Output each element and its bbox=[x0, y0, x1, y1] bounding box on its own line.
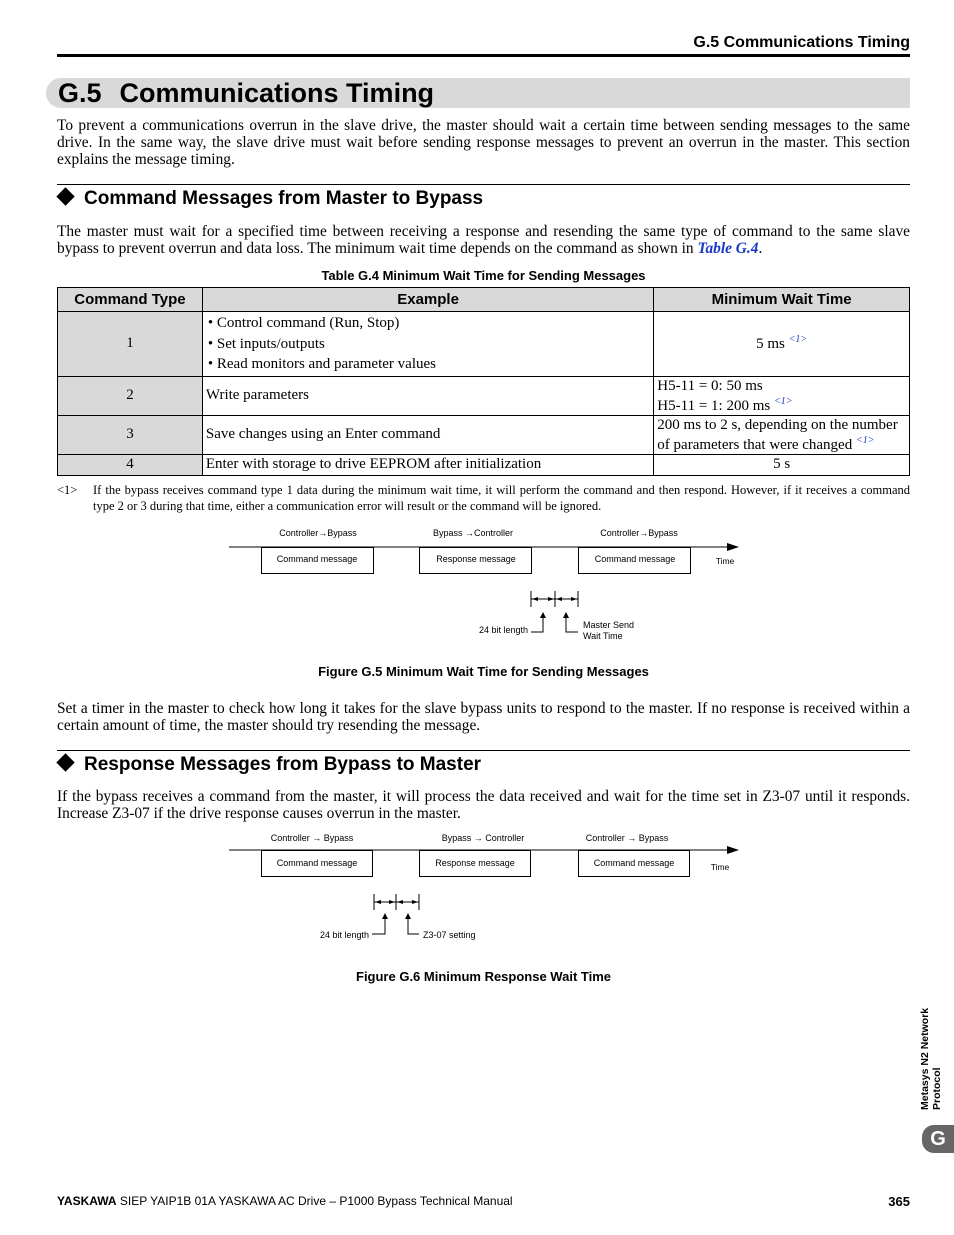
fig6-z307-label: Z3-07 setting bbox=[423, 930, 476, 940]
min-wait-value: 200 ms to 2 s, depending on the number bbox=[657, 416, 898, 433]
table-row bbox=[58, 415, 910, 454]
fig5-up-arrow-icon bbox=[563, 612, 569, 618]
page-title bbox=[58, 78, 434, 109]
table-row bbox=[58, 312, 910, 377]
section1-after-paragraph: Set a timer in the master to check how long it takes for the slave bypass units to respond to the master. If no response is received within a certain amount of time, the master should try resending the message. bbox=[57, 700, 910, 734]
fig5-box-label-2: Response message bbox=[436, 554, 516, 564]
example-cell: Save changes using an Enter command bbox=[202, 415, 653, 454]
footnote-ref[interactable]: <1> bbox=[773, 395, 793, 407]
title-number: G.5 bbox=[58, 78, 102, 108]
command-type-cell: 1 bbox=[58, 312, 203, 377]
section1-para-text: The master must wait for a specified time between receiving a response and resending the same type of command to the same slave bypass to prevent overrun and data loss. The minimum wait time depends on the command as shown in bbox=[57, 223, 910, 257]
table-footnote bbox=[57, 482, 910, 516]
section2-heading-text: Response Messages from Bypass to Master bbox=[84, 754, 482, 775]
section1-heading bbox=[57, 188, 483, 210]
col-header-command-type: Command Type bbox=[58, 288, 203, 312]
fig5-master-send-label: Master Send bbox=[583, 620, 635, 630]
fig6-dim-arrow-icon bbox=[397, 900, 403, 904]
fig6-box-label-2: Response message bbox=[435, 858, 515, 868]
min-wait-cell bbox=[654, 312, 910, 377]
diamond-bullet-icon bbox=[56, 753, 74, 771]
min-wait-cell: 5 s bbox=[654, 454, 910, 475]
table-row bbox=[58, 454, 910, 475]
fig5-label-controller-bypass-2: Controller→Bypass bbox=[600, 528, 678, 538]
section1-para-end: . bbox=[758, 240, 763, 257]
min-wait-value: H5-11 = 1: 200 ms bbox=[657, 397, 771, 414]
fig5-bit-length-label: 24 bit length bbox=[478, 625, 528, 635]
fig6-dim-arrow-icon bbox=[389, 900, 395, 904]
running-header: G.5 Communications Timing bbox=[693, 34, 910, 51]
min-wait-value: 5 ms bbox=[756, 336, 785, 353]
section1-rule bbox=[57, 184, 910, 185]
footnote-ref[interactable]: <1> bbox=[788, 334, 808, 346]
diamond-bullet-icon bbox=[56, 187, 74, 205]
title-text: Communications Timing bbox=[119, 78, 435, 108]
table-caption: Table G.4 Minimum Wait Time for Sending Messages bbox=[321, 268, 646, 283]
fig5-bit-leader bbox=[531, 616, 543, 632]
side-tab-line1: Metasys N2 Network bbox=[919, 1007, 931, 1110]
example-cell: Write parameters bbox=[202, 376, 653, 415]
fig5-label-controller-bypass: Controller→Bypass bbox=[279, 528, 357, 538]
intro-paragraph: To prevent a communications overrun in the slave drive, the master should wait a certain time between sending messages to the same drive. In the same way, the slave drive must wait before sending response messages to prevent an overrun in the master. This section explains the message timing. bbox=[57, 117, 910, 168]
fig6-label-bypass-controller: Bypass → Controller bbox=[441, 833, 525, 843]
section2-heading bbox=[57, 754, 481, 776]
fig6-up-arrow-icon bbox=[405, 913, 411, 919]
header-rule bbox=[57, 54, 910, 57]
fig6-setting-leader bbox=[408, 917, 419, 934]
fig6-label-controller-bypass-2: Controller → Bypass bbox=[585, 833, 669, 843]
table-row bbox=[58, 376, 910, 415]
figure-g5-caption: Figure G.5 Minimum Wait Time for Sending Messages bbox=[318, 664, 649, 679]
footer bbox=[57, 1194, 513, 1208]
section1-paragraph bbox=[57, 223, 910, 257]
fig6-bit-length-label: 24 bit length bbox=[319, 930, 369, 940]
section2-rule bbox=[57, 750, 910, 751]
example-item: • Set inputs/outputs bbox=[207, 335, 325, 352]
fig5-dim-arrow-icon bbox=[548, 597, 554, 601]
fig6-dim-arrow-icon bbox=[412, 900, 418, 904]
example-cell: Enter with storage to drive EEPROM after initialization bbox=[202, 454, 653, 475]
min-wait-cell bbox=[654, 415, 910, 454]
footnote-text: If the bypass receives command type 1 data during the minimum wait time, it will perform the command and then respond. However, if it receives a command type 2 or 3 during that time, either a communication error will result or the command will be ignored. bbox=[93, 483, 910, 513]
section2-paragraph: If the bypass receives a command from the master, it will process the data received and wait for the time set in Z3-07 until it responds. Increase Z3-07 if the drive response causes overrun in the master. bbox=[57, 788, 910, 822]
fig6-box-label-3: Command message bbox=[593, 858, 675, 868]
min-wait-cell bbox=[654, 376, 910, 415]
side-tab-label bbox=[919, 985, 949, 1115]
side-tab-line2: Protocol bbox=[931, 1067, 943, 1110]
figure-g6-timing-diagram bbox=[0, 825, 954, 950]
min-wait-value: of parameters that were changed bbox=[657, 436, 853, 453]
fig5-dim-arrow-icon bbox=[532, 597, 538, 601]
col-header-example: Example bbox=[202, 288, 653, 312]
command-type-cell: 3 bbox=[58, 415, 203, 454]
fig6-box-label-1: Command message bbox=[276, 858, 358, 868]
fig5-up-arrow-icon bbox=[540, 612, 546, 618]
figure-g6-caption: Figure G.6 Minimum Response Wait Time bbox=[356, 969, 611, 984]
figure-g5-timing-diagram bbox=[0, 520, 954, 660]
fig5-box-label-1: Command message bbox=[276, 554, 358, 564]
fig6-time-arrow-icon bbox=[727, 846, 739, 854]
example-cell bbox=[202, 312, 653, 377]
table-g4-link[interactable]: Table G.4 bbox=[697, 240, 759, 257]
fig5-time-arrow-icon bbox=[727, 543, 739, 551]
footer-brand: YASKAWA bbox=[57, 1194, 117, 1208]
wait-time-table bbox=[57, 287, 910, 476]
fig5-box-label-3: Command message bbox=[594, 554, 676, 564]
col-header-min-wait: Minimum Wait Time bbox=[654, 288, 910, 312]
example-item: • Read monitors and parameter values bbox=[207, 356, 436, 372]
example-item: • Control command (Run, Stop) bbox=[207, 315, 400, 331]
min-wait-value: H5-11 = 0: 50 ms bbox=[657, 377, 763, 394]
page-number: 365 bbox=[888, 1194, 910, 1209]
fig6-label-controller-bypass: Controller → Bypass bbox=[270, 833, 354, 843]
fig5-label-bypass-controller: Bypass →Controller bbox=[432, 528, 514, 538]
fig5-dim-arrow-icon bbox=[556, 597, 562, 601]
footnote-ref[interactable]: <1> bbox=[855, 434, 875, 446]
fig6-up-arrow-icon bbox=[382, 913, 388, 919]
fig5-wait-leader bbox=[566, 616, 578, 632]
command-type-cell: 2 bbox=[58, 376, 203, 415]
section1-heading-text: Command Messages from Master to Bypass bbox=[84, 188, 484, 209]
side-tab-text bbox=[919, 985, 943, 1110]
fig5-time-label: Time bbox=[715, 556, 735, 566]
section-title-band bbox=[46, 78, 910, 108]
appendix-g-tab[interactable]: G bbox=[922, 1125, 954, 1153]
footnote-mark: <1> bbox=[57, 483, 78, 497]
command-type-cell: 4 bbox=[58, 454, 203, 475]
fig5-wait-time-label: Wait Time bbox=[583, 631, 623, 641]
fig6-bit-leader bbox=[372, 917, 385, 934]
fig6-time-label: Time bbox=[710, 862, 730, 872]
fig5-dim-arrow-icon bbox=[571, 597, 577, 601]
footer-text: SIEP YAIP1B 01A YASKAWA AC Drive – P1000 Bypass Technical Manual bbox=[116, 1194, 513, 1208]
fig6-dim-arrow-icon bbox=[375, 900, 381, 904]
